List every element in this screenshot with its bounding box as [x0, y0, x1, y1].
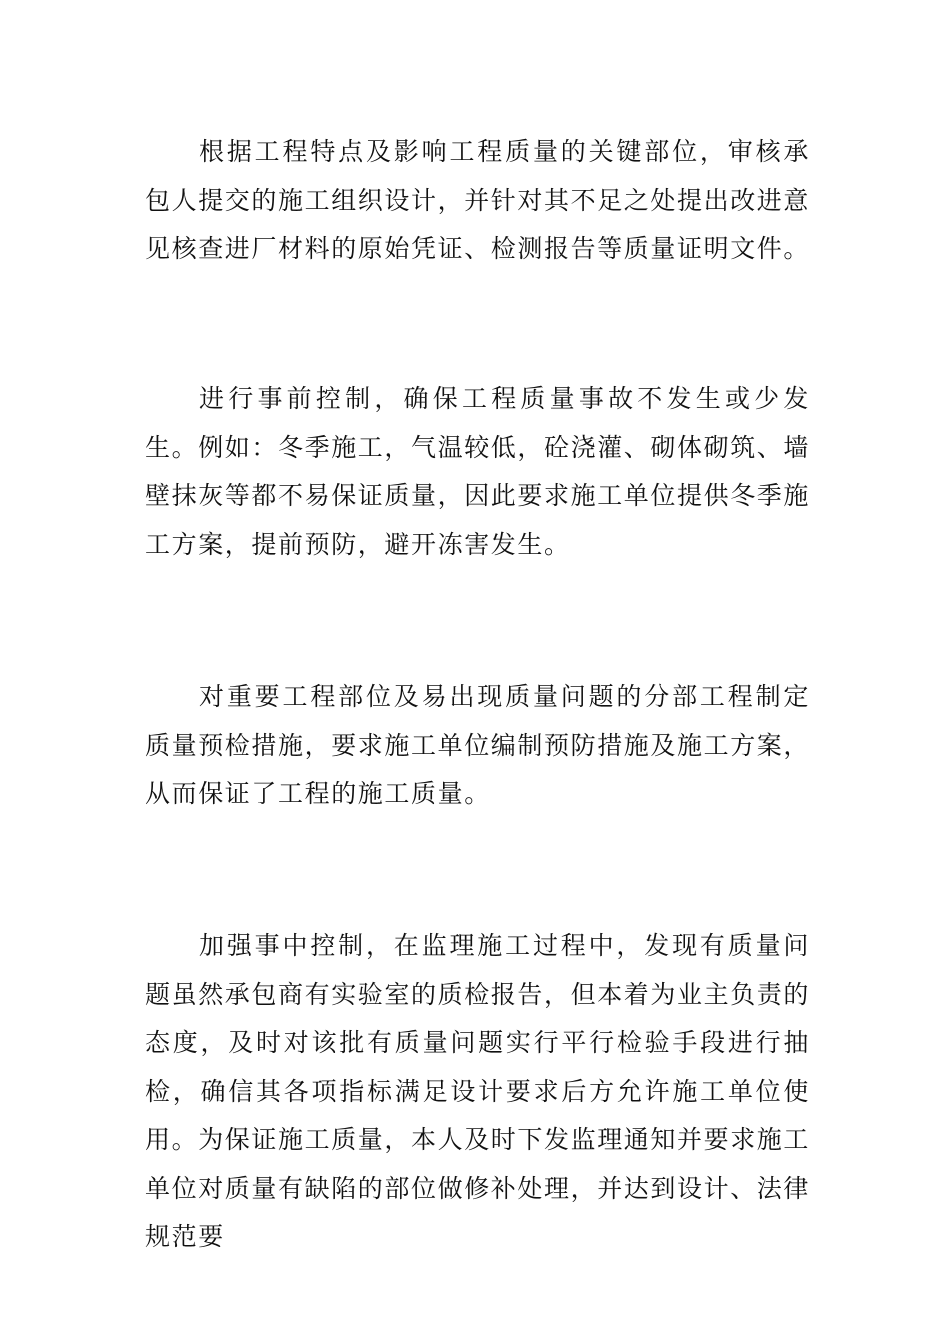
paragraph-design-review: 根据工程特点及影响工程质量的关键部位，审核承包人提交的施工组织设计，并针对其不足之处提出改进意见核查进厂材料的原始凭证、检测报告等质量证明文件。 — [145, 137, 811, 263]
paragraph-pre-inspection: 对重要工程部位及易出现质量问题的分部工程制定质量预检措施，要求施工单位编制预防措施及施工方案，从而保证了工程的施工质量。 — [145, 682, 811, 808]
paragraph-in-process-control: 加强事中控制，在监理施工过程中，发现有质量问题虽然承包商有实验室的质检报告，但本着为业主负责的态度，及时对该批有质量问题实行平行检验手段进行抽检，确信其各项指标满足设计要求后方允许施工单位使用。为保证施工质量，本人及时下发监理通知并要求施工单位对质量有缺陷的部位做修补处理，并达到设计、法律规范要 — [145, 931, 811, 1251]
paragraph-pre-control: 进行事前控制，确保工程质量事故不发生或少发生。例如：冬季施工，气温较低，砼浇灌、砌体砌筑、墙壁抹灰等都不易保证质量，因此要求施工单位提供冬季施工方案，提前预防，避开冻害发生。 — [145, 384, 811, 559]
